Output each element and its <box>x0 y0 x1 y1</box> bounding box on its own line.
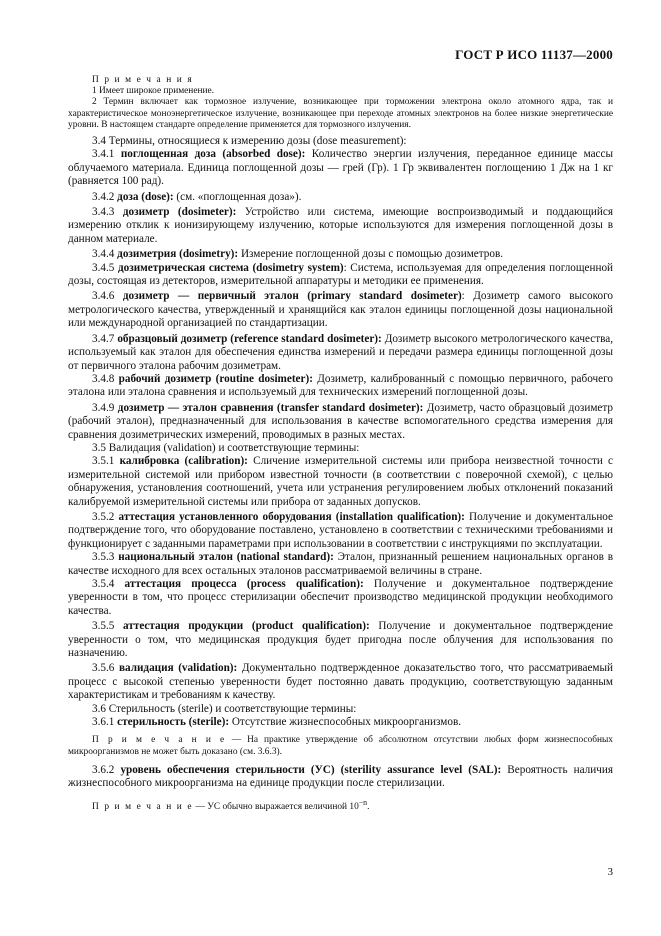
term-3-4-3: 3.4.3 дозиметр (dosimeter): Устройство или система, имеющие воспроизводимый и поддающийся измерению отклик к ионизирующему излучению, которые используются для измерения поглощенной дозы в данном материале. <box>68 206 614 245</box>
term-3-6-2: 3.6.2 уровень обеспечения стерильности (УС) (sterility assurance level (SAL): Вероятность наличия жизнеспособного микроорганизма на единице продукции после стерилизации. <box>68 763 614 790</box>
term-3-4-1: 3.4.1 поглощенная доза (absorbed dose): Количество энергии излучения, переданное единице массы облучаемого материала. Единица поглощенной дозы — грей (Гр). 1 Гр эквивалентен поглощению 1 Дж на 1 кг (равняется 100 рад). <box>68 148 614 188</box>
term-3-6-1: 3.6.1 стерильность (sterile): Отсутствие жизнеспособных микроорганизмов. <box>92 716 462 729</box>
term-3-4-9: 3.4.9 дозиметр — эталон сравнения (transfer standard dosimeter): Дозиметр, часто образцовый дозиметр (рабочий эталон), предназначенный для использования в качестве вспомогательного средства измерения для сравнения дозиметрических измерений, проводимых в разных местах. <box>68 401 614 441</box>
term-3-4-5: 3.4.5 дозиметрическая система (dosimetry system): Система, используемая для определения поглощенной дозы, состоящая из детекторов, измерительной аппаратуры и методики ее применения. <box>68 261 614 288</box>
term-3-5-6: 3.5.6 валидация (validation): Документально подтвержденное доказательство того, что рассматриваемый процесс с высокой степенью уверенности будет постоянно давать продукцию, соответствующую заданным характеристикам и требованиям к качеству. <box>68 662 614 702</box>
note-3-6-1: П р и м е ч а н и е — На практике утверждение об абсолютном отсутствии любых форм жизнеспособных микроорганизмов не может быть доказано (см. 3.6.3). <box>68 735 613 757</box>
term-3-4-4: 3.4.4 дозиметрия (dosimetry): Измерение поглощенной дозы с помощью дозиметров. <box>92 248 504 261</box>
term-3-5-2: 3.5.2 аттестация установленного оборудования (installation qualification): Получение и документальное подтверждение того, что оборудование поставлено, установлено в соответствии с техническими требованиями и функционирует с заданными параметрами при использовании в соответствии с инструкциями по эксплуатации. <box>68 510 614 550</box>
term-3-5-1: 3.5.1 калибровка (calibration): Сличение измерительной системы или прибора неизвестной точности с измерительной системой или прибором известной точности (в соответствии с поверочной схемой), с целью обнаружения, установления соотношений, учета или устранения регулировением любых отклонений показаний калибруемой измерительной системы или прибора от заданных допусков. <box>68 455 613 508</box>
section-3-4: 3.4 Термины, относящиеся к измерению дозы (dose measurement): <box>92 135 407 148</box>
document-header: ГОСТ Р ИСО 11137—2000 <box>455 47 613 62</box>
term-3-5-5: 3.5.5 аттестация продукции (product qualification): Получение и документальное подтверждение уверенности о том, что медицинская продукция будет пригодна после облучения для использования по назначению. <box>68 620 613 660</box>
term-3-5-3: 3.5.3 национальный эталон (national standard): Эталон, признанный решением национальных органов в качестве исходного для всех остальных эталонов рассматриваемой величины в стране. <box>68 551 614 577</box>
document-body <box>68 75 613 813</box>
note-1: 1 Имеет широкое применение. <box>92 86 215 97</box>
notes-heading: П р и м е ч а н и я <box>92 75 194 85</box>
note-2: 2 Термин включает как тормозное излучение, возникающее при торможении электрона около атомного ядра, так и характеристическое моноэнергетическое излучение, возникающее при переходе атомных электронов на более низкие энергетические уровни. В настоящем стандарте определение применяется для тормозного излучения. <box>68 97 613 130</box>
note-3-6-2: П р и м е ч а н и е — УС обычно выражается величиной $10^{-n}$. <box>92 797 370 812</box>
term-3-4-2: 3.4.2 доза (dose): (см. «поглощенная доза»). <box>92 190 302 203</box>
term-3-5-4: 3.5.4 аттестация процесса (process qualification): Получение и документальное подтверждение уверенности в том, что процесс стерилизации обеспечит производство медицинской продукции необходимого качества. <box>68 578 613 617</box>
term-3-4-7: 3.4.7 образцовый дозиметр (reference standard dosimeter): Дозиметр высокого метрологического качества, используемый как эталон для обеспечения единства измерений и передачи размера единицы поглощенной дозы от первичного эталона рабочим дозиметрам. <box>68 332 613 372</box>
term-3-4-8: 3.4.8 рабочий дозиметр (routine dosimeter): Дозиметр, калиброванный с помощью первичного, рабочего эталона или эталона сравнения и используемый для технических измерений поглощенной дозы. <box>68 372 614 399</box>
section-3-6: 3.6 Стерильность (sterile) и соответствующие термины: <box>92 702 357 715</box>
page-number: 3 <box>607 866 613 878</box>
term-3-4-6: 3.4.6 дозиметр — первичный эталон (primary standard dosimeter): Дозиметр самого высокого метрологического качества, утвержденный и хранящийся как эталон единицы поглощенной дозы национальной или международной организацией по стандартизации. <box>68 290 613 330</box>
section-3-5: 3.5 Валидация (validation) и соответствующие термины: <box>92 441 360 454</box>
